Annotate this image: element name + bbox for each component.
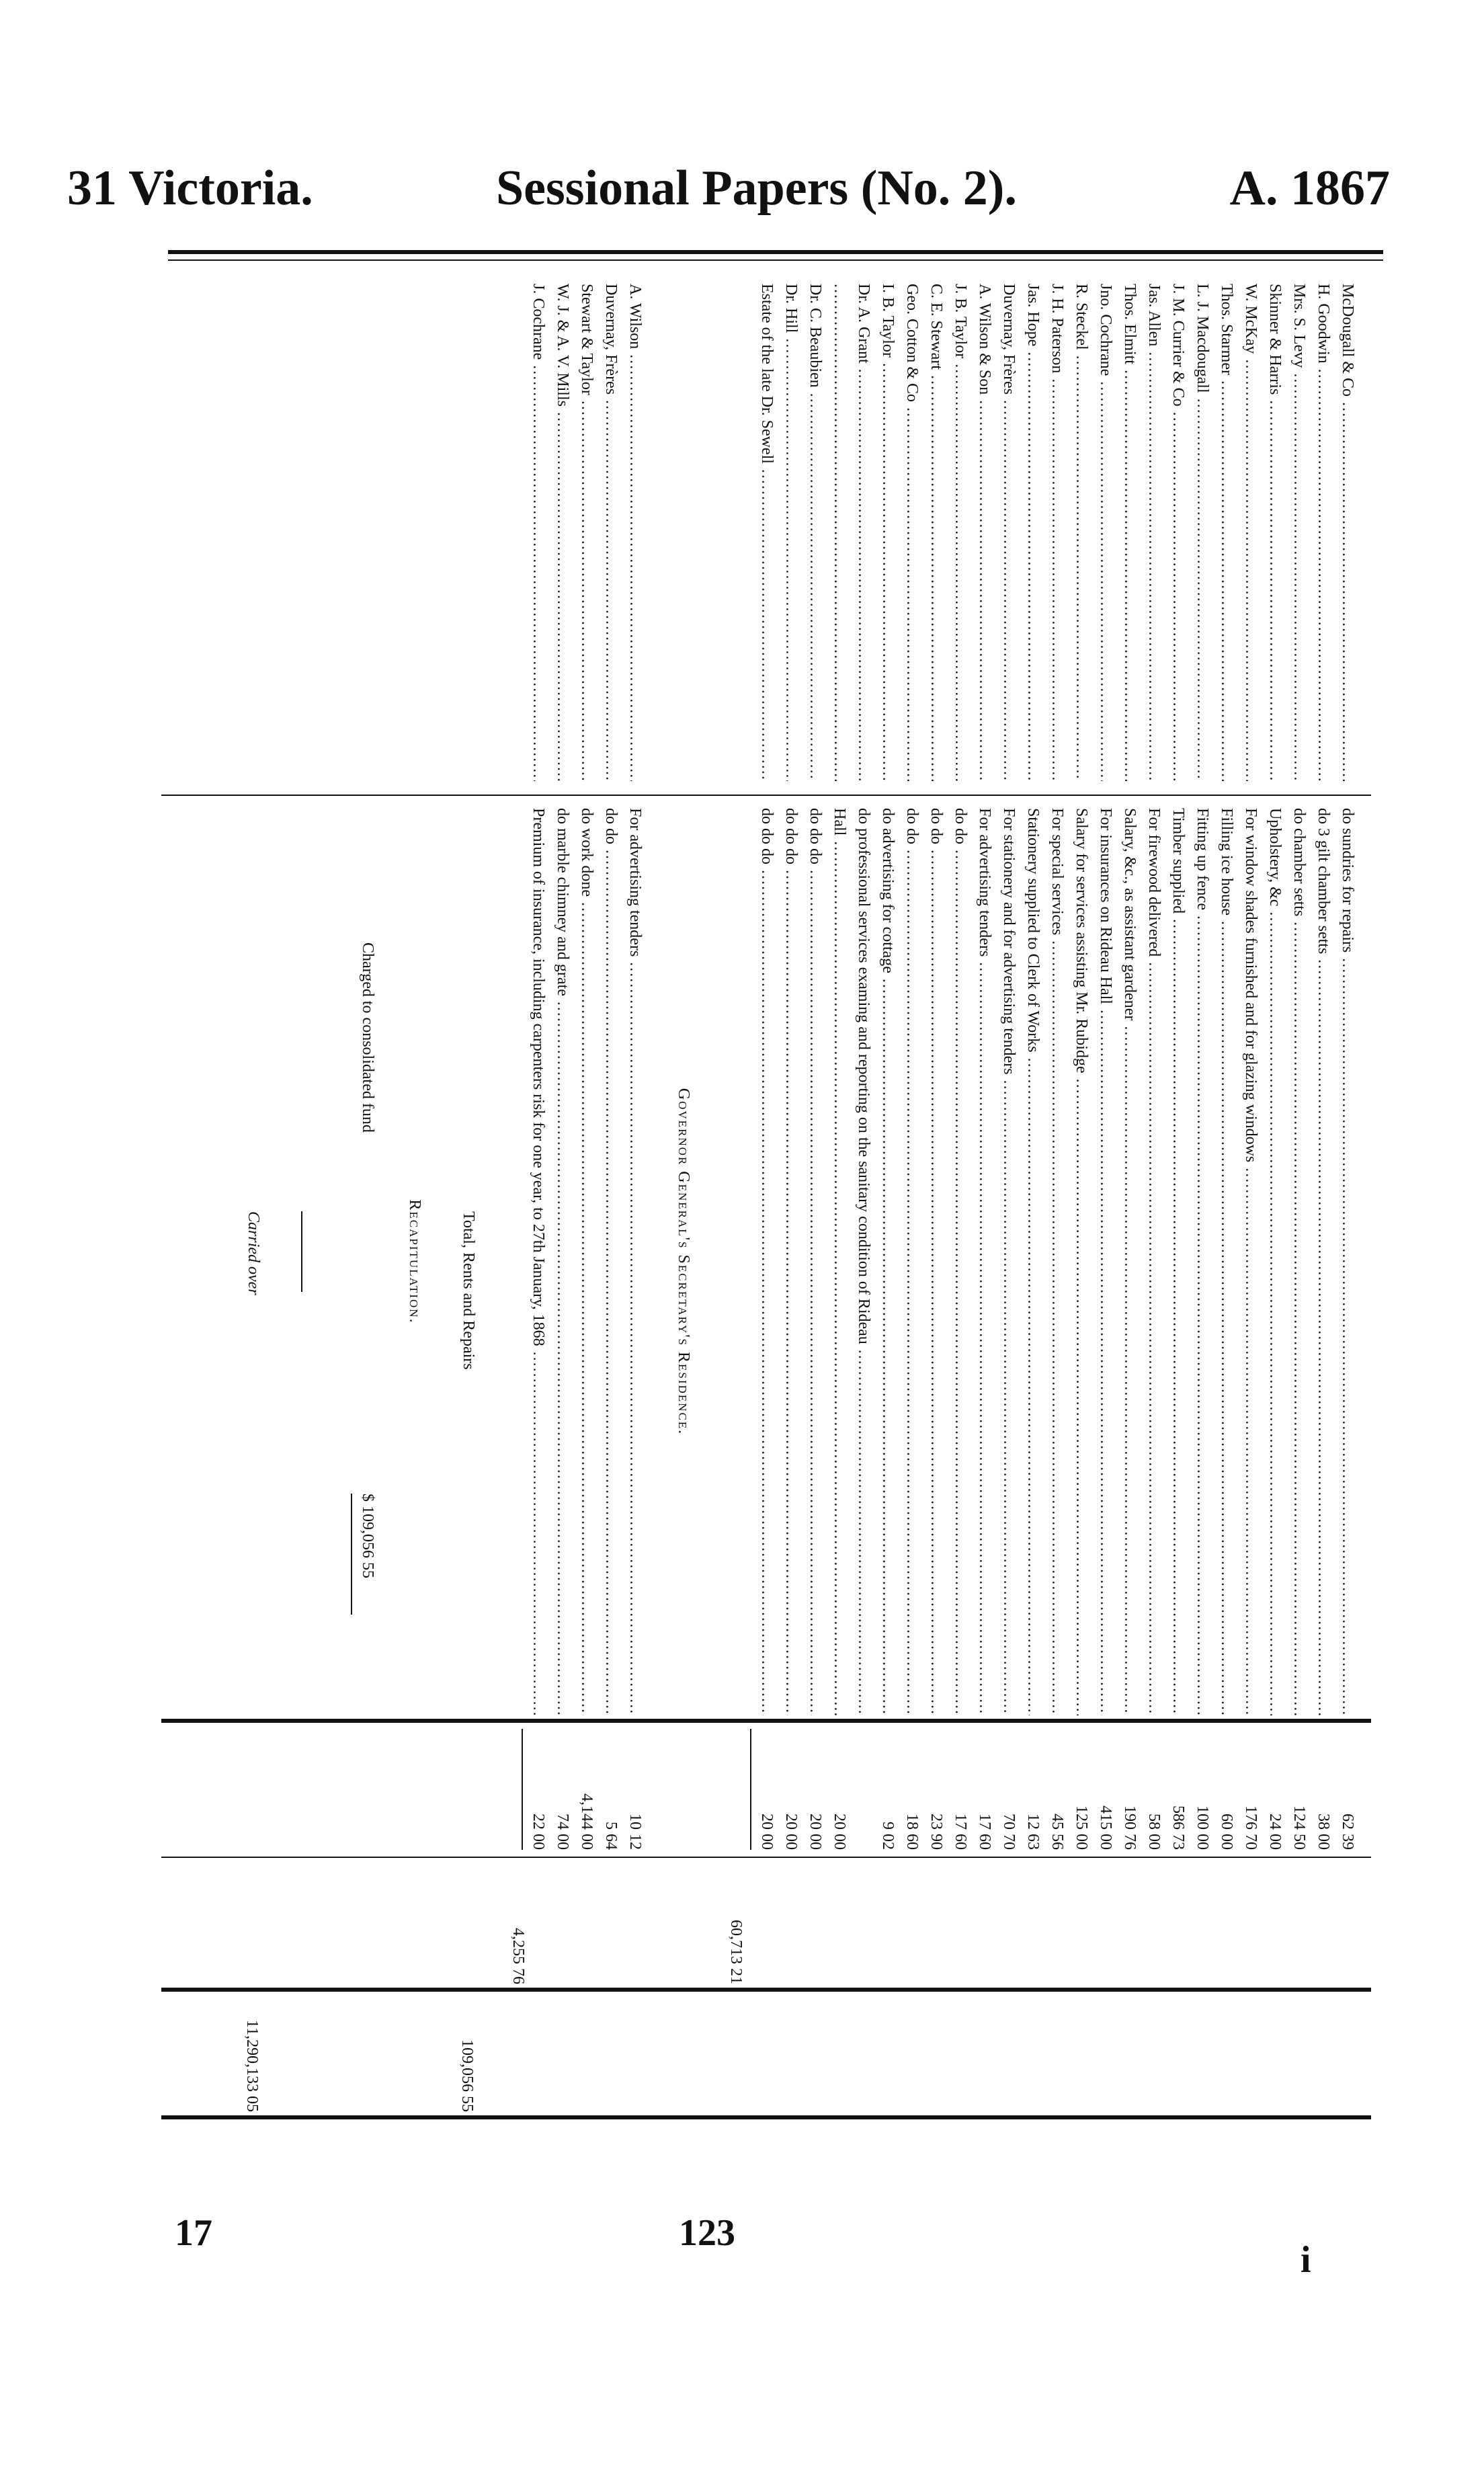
subtotal-rule [522,1729,523,1850]
item-description: do professional services examing and reporting on the sanitary condition of Rideau ..... [854,808,874,1715]
item-description: Filling ice house ..... [1217,808,1237,1715]
recap-heading: Recapitulation. [406,1199,423,1324]
item-amount: 62 39 [1339,1814,1356,1850]
total-label: Total, Rents and Repairs [460,1211,477,1370]
payee-name: Mrs. S. Levy ..... [1289,284,1309,781]
signature-mark: 17 [175,2212,212,2254]
payee-name: Dr. Hill ..... [781,284,801,781]
item-description: Premium of insurance, including carpenters risk for one year, to 27th January, 1868 ..... [528,808,548,1715]
payee-name: W. McKay ..... [1241,284,1261,781]
column-divider [161,1988,1371,1992]
separator-rule [301,1211,302,1292]
item-amount: 4,144 00 [578,1793,595,1850]
item-description: For advertising tenders ..... [625,808,645,1715]
item-amount: 74 00 [554,1814,571,1850]
item-amount: 20 00 [831,1814,848,1850]
item-amount: 12 63 [1024,1814,1042,1850]
recap-value: $ 109,056 55 [359,1494,376,1578]
payee-name: J. Cochrane ..... [528,284,548,781]
total-value: 109,056 55 [458,2039,476,2112]
item-amount: 58 00 [1145,1814,1163,1850]
item-description: For firewood delivered ..... [1144,808,1164,1715]
carried-over-label: Carried over [245,1211,262,1295]
payee-name: Jas. Allen ..... [1144,284,1164,781]
item-amount: 70 70 [1000,1814,1018,1850]
payee-name: C. E. Stewart ..... [926,284,946,781]
payee-name: Duvernay, Frères ..... [601,284,621,781]
subtotal-value: 60,713 21 [727,1920,745,1984]
item-description: do do do ..... [757,808,777,1715]
payee-name: J. M. Currier & Co ..... [1168,284,1188,781]
payee-name: Dr. C. Beaubien ..... [805,284,825,781]
column-divider [161,1719,1371,1723]
payee-name: R. Steckel ..... [1071,284,1091,781]
item-amount: 9 02 [879,1822,897,1850]
item-description: do sundries for repairs ..... [1337,808,1358,1715]
payee-name [829,284,850,781]
payee-name: Stewart & Taylor ..... [577,284,597,781]
item-amount: 18 60 [903,1814,921,1850]
item-description: do do ..... [926,808,946,1715]
item-description: do do ..... [950,808,971,1715]
item-description: do 3 gilt chamber setts ..... [1313,808,1333,1715]
payee-name: Geo. Cotton & Co ..... [902,284,922,781]
item-description: For window shades furnished and for glazing windows ..... [1241,808,1261,1715]
item-description: Stationery supplied to Clerk of Works ..... [1023,808,1043,1715]
column-divider [161,2115,1371,2119]
item-amount: 45 56 [1048,1814,1066,1850]
item-amount: 60 00 [1218,1814,1235,1850]
signature-mark: i [1301,2239,1311,2281]
rotated-accounts-table [148,270,1385,2125]
header-rule [168,250,1383,254]
item-description: For advertising tenders ..... [975,808,995,1715]
item-amount: 17 60 [976,1814,993,1850]
column-divider [161,795,1371,796]
item-amount: 100 00 [1194,1805,1211,1850]
subtotal-value: 4,255 76 [509,1928,527,1984]
item-description: do marble chimney and grate ..... [552,808,573,1715]
subtotal-rule [750,1729,751,1850]
header-title: Sessional Papers (No. 2). [496,161,1017,216]
header-session: 31 Victoria. [67,161,313,216]
item-amount: 20 00 [758,1814,776,1850]
item-description: Timber supplied ..... [1168,808,1188,1715]
payee-name: A. Wilson ..... [625,284,645,781]
item-description: For special services ..... [1047,808,1067,1715]
item-description: do do do ..... [781,808,801,1715]
item-amount: 586 73 [1169,1805,1187,1850]
item-amount: 20 00 [807,1814,824,1850]
item-description: Hall ..... [829,808,850,1715]
payee-name: L. J. Macdougall ..... [1192,284,1212,781]
item-description: Salary for services assisting Mr. Rubidge ..... [1071,808,1091,1715]
payee-name: Jno. Cochrane ..... [1096,284,1116,781]
payee-name: I. B. Taylor ..... [878,284,898,781]
payee-name: J. B. Taylor ..... [950,284,971,781]
payee-name: Thos. Starmer ..... [1217,284,1237,781]
payee-name: Jas. Hope ..... [1023,284,1043,781]
item-amount: 415 00 [1097,1805,1114,1850]
item-amount: 20 00 [782,1814,800,1850]
payee-name: Duvernay, Frères ..... [999,284,1019,781]
item-description: For insurances on Rideau Hall ..... [1096,808,1116,1715]
item-description: do do do ..... [805,808,825,1715]
payee-name: Thos. Elmitt ..... [1120,284,1140,781]
item-amount: 17 60 [952,1814,969,1850]
item-amount: 23 90 [928,1814,945,1850]
recap-label: Charged to consolidated fund [359,942,376,1133]
payee-name: Skinner & Harris ..... [1265,284,1285,781]
carried-over-value: 11,290,133 05 [243,2019,261,2112]
payee-name: W. J. & A. V. Mills ..... [552,284,573,781]
payee-name: H. Goodwin ..... [1313,284,1333,781]
header-year: A. 1867 [1229,161,1390,216]
item-amount: 38 00 [1315,1814,1332,1850]
payee-name: A. Wilson & Son ..... [975,284,995,781]
item-amount: 125 00 [1073,1805,1090,1850]
item-description: Salary, &c., as assistant gardener ..... [1120,808,1140,1715]
payee-name: Estate of the late Dr. Sewell ..... [757,284,777,781]
page-header [67,160,1390,220]
section-heading: Governor General's Secretary's Residence. [675,1088,692,1436]
item-amount: 10 12 [626,1814,644,1850]
item-description: do do ..... [601,808,621,1715]
item-amount: 124 50 [1290,1805,1308,1850]
item-description: Fitting up fence ..... [1192,808,1212,1715]
item-description: do work done ..... [577,808,597,1715]
item-amount: 176 70 [1242,1805,1260,1850]
item-description: Upholstery, &c ..... [1265,808,1285,1715]
signature-mark: 123 [679,2212,735,2254]
item-description: do do ..... [902,808,922,1715]
recap-rule [351,1494,352,1615]
header-rule-thin [168,259,1383,261]
item-amount: 190 76 [1121,1805,1139,1850]
item-amount: 24 00 [1266,1814,1284,1850]
item-description: do chamber setts ..... [1289,808,1309,1715]
column-divider [161,1857,1371,1858]
payee-name: J. H. Paterson ..... [1047,284,1067,781]
payee-name: Dr. A. Grant ..... [854,284,874,781]
item-amount: 22 00 [530,1814,547,1850]
item-description: do advertising for cottage ..... [878,808,898,1715]
payee-name: McDougall & Co ..... [1337,284,1358,781]
item-description: For stationery and for advertising tenders ..... [999,808,1019,1715]
item-amount: 5 64 [602,1822,620,1850]
